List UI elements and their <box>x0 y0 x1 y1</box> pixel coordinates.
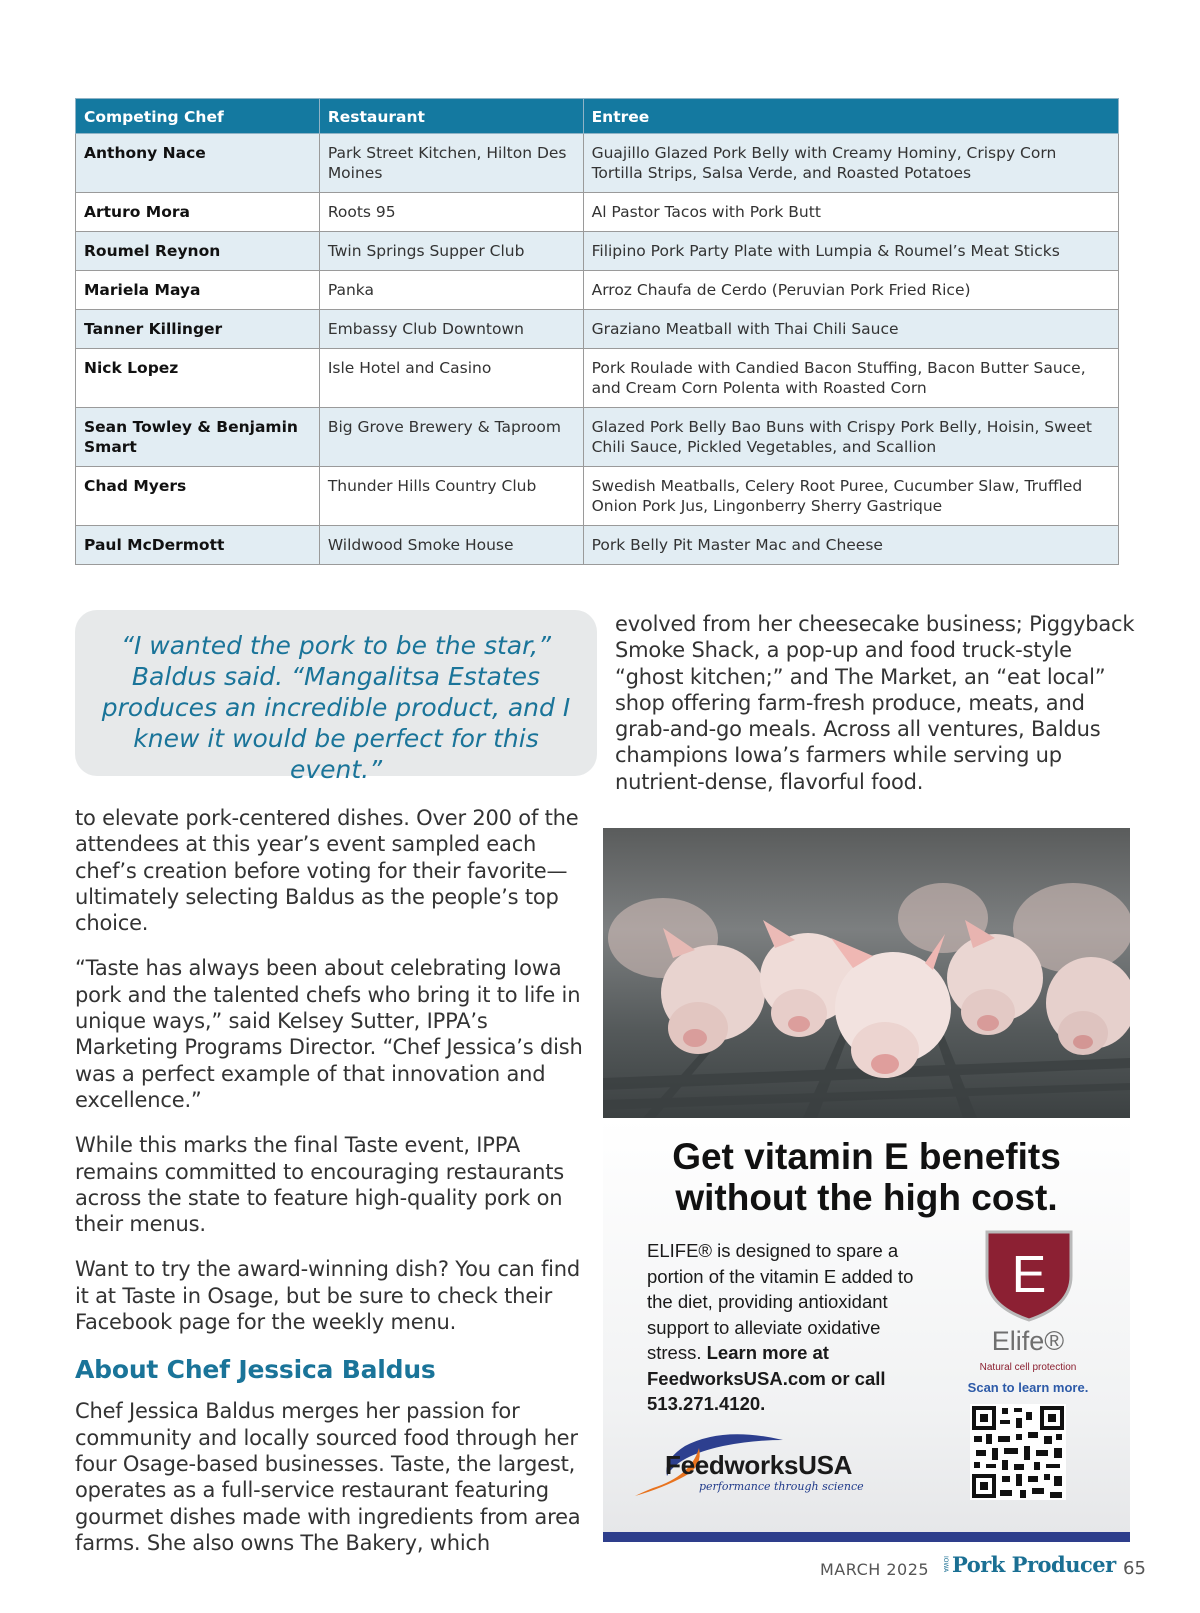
feedworks-slogan: performance through science <box>699 1480 864 1493</box>
chef-cell: Paul McDermott <box>76 526 320 565</box>
chef-cell: Sean Towley & Benjamin Smart <box>76 408 320 467</box>
paragraph: While this marks the final Taste event, IPPA remains committed to encouraging restaurants across the state to feature high-quality pork on their menus. <box>75 1133 565 1237</box>
shield-letter: E <box>1011 1246 1047 1304</box>
table-row <box>76 193 1119 232</box>
restaurant-cell: Embassy Club Downtown <box>319 310 583 349</box>
ad-body-lead: ELIFE® is designed to spare a portion of the vitamin E added to the diet, providing antioxidant support to alleviate oxidative stress. <box>647 1240 914 1363</box>
chef-cell: Nick Lopez <box>76 349 320 408</box>
paragraph: to elevate pork-centered dishes. Over 200 of the attendees at this year’s event sampled each chef’s creation before voting for their favorite—ultimately selecting Baldus as the people’s top choice. <box>75 806 579 936</box>
restaurant-cell: Panka <box>319 271 583 310</box>
restaurant-cell: Isle Hotel and Casino <box>319 349 583 408</box>
table-row <box>76 467 1119 526</box>
entree-cell: Pork Roulade with Candied Bacon Stuffing, Bacon Butter Sauce, and Cream Corn Polenta with Roasted Corn <box>583 349 1118 408</box>
table-row <box>76 349 1119 408</box>
restaurant-cell: Roots 95 <box>319 193 583 232</box>
feedworks-logo-text: FeedworksUSA <box>665 1450 853 1480</box>
entree-cell: Glazed Pork Belly Bao Buns with Crispy Pork Belly, Hoisin, Sweet Chili Sauce, Pickled Vegetables, and Scallion <box>583 408 1118 467</box>
restaurant-cell: Wildwood Smoke House <box>319 526 583 565</box>
paragraph: Want to try the award-winning dish? You can find it at Taste in Osage, but be sure to check their Facebook page for the weekly menu. <box>75 1257 581 1335</box>
pull-quote-box <box>75 610 597 784</box>
restaurant-cell: Park Street Kitchen, Hilton Des Moines <box>319 134 583 193</box>
elife-shield-icon <box>979 1228 1079 1323</box>
paragraph: “Taste has always been about celebrating Iowa pork and the talented chefs who bring it to life in unique ways,” said Kelsey Sutter, IPPA’s Marketing Programs Director. “Chef Jessica’s dish was a perfect example of that innovation and excellence.” <box>75 956 583 1112</box>
feedworks-advertisement[interactable] <box>603 828 1130 1542</box>
entree-cell: Al Pastor Tacos with Pork Butt <box>583 193 1118 232</box>
entree-cell: Filipino Pork Party Plate with Lumpia & Roumel’s Meat Sticks <box>583 232 1118 271</box>
header-restaurant: Restaurant <box>319 99 583 134</box>
table-row <box>76 526 1119 565</box>
qr-code-icon[interactable] <box>970 1404 1066 1500</box>
pull-quote-text: “I wanted the pork to be the star,” Baldus said. “Mangalitsa Estates produces an incredible product, and I knew it would be perfect for this event.” <box>101 631 571 784</box>
table-header-row <box>76 99 1119 134</box>
elife-tagline: Natural cell protection <box>979 1362 1077 1373</box>
chef-cell: Anthony Nace <box>76 134 320 193</box>
entree-cell: Guajillo Glazed Pork Belly with Creamy Hominy, Crispy Corn Tortilla Strips, Salsa Verde, and Roasted Potatoes <box>583 134 1118 193</box>
entree-cell: Graziano Meatball with Thai Chili Sauce <box>583 310 1118 349</box>
publication-logo: Pork Producer <box>952 1552 1116 1577</box>
restaurant-cell: Thunder Hills Country Club <box>319 467 583 526</box>
ad-call-to-action[interactable]: Learn more at FeedworksUSA.com or call 513.271.4120. <box>647 1342 886 1414</box>
header-competing-chef: Competing Chef <box>76 99 320 134</box>
entree-cell: Pork Belly Pit Master Mac and Cheese <box>583 526 1118 565</box>
scan-prompt: Scan to learn more. <box>967 1380 1089 1395</box>
elife-brand: Elife® <box>991 1326 1065 1356</box>
table-row <box>76 310 1119 349</box>
restaurant-cell: Twin Springs Supper Club <box>319 232 583 271</box>
footer-logo-state: IOWA <box>942 1556 949 1573</box>
chef-cell: Chad Myers <box>76 467 320 526</box>
restaurant-cell: Big Grove Brewery & Taproom <box>319 408 583 467</box>
paragraph: evolved from her cheesecake business; Piggyback Smoke Shack, a pop-up and food truck-style “ghost kitchen;” and The Market, an “eat local” shop offering farm-fresh produce, meats, and grab-and-go meals. Across all ventures, Baldus champions Iowa’s farmers while serving up nutrient-dense, flavorful food. <box>615 612 1135 794</box>
page-number: 65 <box>1123 1558 1146 1579</box>
table-row <box>76 134 1119 193</box>
paragraph: Chef Jessica Baldus merges her passion for community and locally sourced food through her four Osage-based businesses. Taste, the largest, operates as a full-service restaurant featuring gourmet dishes made with ingredients from area farms. She also owns The Bakery, which <box>75 1399 581 1555</box>
header-entree: Entree <box>583 99 1118 134</box>
piglets-illustration <box>603 828 1130 1118</box>
chef-cell: Tanner Killinger <box>76 310 320 349</box>
table-row <box>76 232 1119 271</box>
ad-headline <box>603 1136 1130 1218</box>
right-article-column <box>615 611 1135 814</box>
issue-date: MARCH 2025 <box>820 1560 930 1579</box>
piglets-photo <box>603 828 1130 1118</box>
ad-headline-line: Get vitamin E benefits <box>672 1136 1061 1177</box>
ad-body-text <box>647 1238 937 1417</box>
entree-cell: Arroz Chaufa de Cerdo (Peruvian Pork Fried Rice) <box>583 271 1118 310</box>
table-row <box>76 271 1119 310</box>
ad-headline-line: without the high cost. <box>675 1177 1058 1218</box>
ad-bottom-bar <box>603 1532 1130 1542</box>
entree-cell: Swedish Meatballs, Celery Root Puree, Cucumber Slaw, Truffled Onion Pork Jus, Lingonberry Sherry Gastrique <box>583 467 1118 526</box>
chef-cell: Arturo Mora <box>76 193 320 232</box>
chef-cell: Mariela Maya <box>76 271 320 310</box>
ad-copy-panel <box>603 1118 1130 1532</box>
table-row <box>76 408 1119 467</box>
chef-cell: Roumel Reynon <box>76 232 320 271</box>
competing-chefs-table <box>75 98 1119 565</box>
left-article-column <box>75 805 595 1575</box>
section-heading: About Chef Jessica Baldus <box>75 1355 436 1385</box>
